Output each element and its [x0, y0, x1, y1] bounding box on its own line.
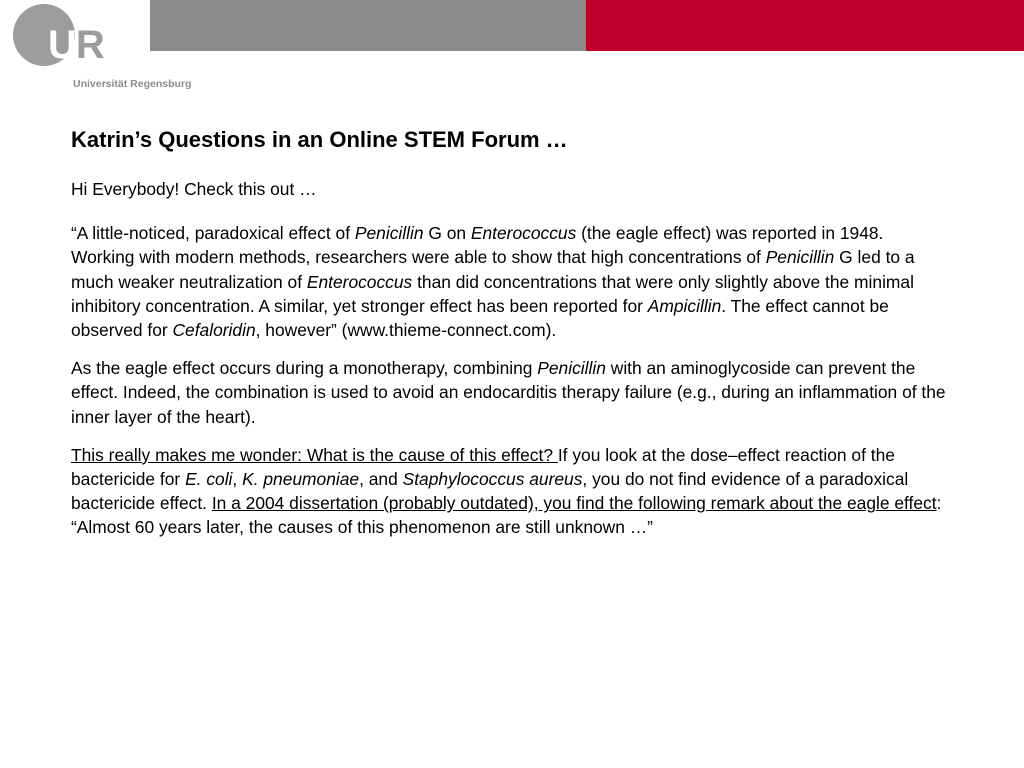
- quote-italic-term: Penicillin: [354, 223, 424, 244]
- paragraph-text: If you look at the dose–effect reaction of the bactericide for: [71, 444, 895, 490]
- underlined-question: This really makes me wonder: What is the cause of this effect?: [71, 444, 558, 465]
- slide-content: [71, 124, 951, 554]
- slide-title: Katrin’s Questions in an Online STEM Forum …: [71, 127, 568, 152]
- header-gray-bar: [150, 0, 586, 51]
- paragraph-text: : “Almost 60 years later, the causes of this phenomenon are still unknown …”: [71, 493, 942, 538]
- monotherapy-paragraph: [71, 356, 951, 429]
- quote-italic-term: Penicillin: [765, 247, 835, 268]
- paragraph-italic-term: K. pneumoniae: [242, 469, 360, 490]
- paragraph-italic-term: E. coli: [185, 469, 233, 490]
- question-paragraph: [71, 443, 951, 540]
- logo-letter-r: R: [75, 23, 104, 67]
- header-red-bar: [586, 0, 1024, 51]
- university-name: Universität Regensburg: [73, 78, 192, 90]
- logo-letters: [48, 25, 104, 65]
- quote-text: , however” (www.thieme-connect.com).: [255, 320, 557, 341]
- quote-italic-term: Ampicillin: [647, 295, 722, 316]
- paragraph-text: ,: [232, 469, 243, 490]
- quote-text: “A little-noticed, paradoxical effect of: [71, 223, 355, 244]
- quote-italic-term: Cefaloridin: [172, 320, 256, 341]
- logo-letter-u: U: [48, 23, 76, 67]
- paragraph-text: , and: [359, 469, 403, 490]
- quote-text: than did concentrations that were only slightly above the minimal inhibitory concentration. A similar, yet stronger effect has been reported for: [71, 271, 914, 316]
- paragraph-italic-term: Penicillin: [537, 358, 606, 379]
- paragraph-text: with an aminoglycoside can prevent the effect. Indeed, the combination is used to avoid an endocarditis therapy failure (e.g., during an inflammation of the inner layer of the heart).: [71, 358, 946, 427]
- paragraph-text: As the eagle effect occurs during a monotherapy, combining: [71, 358, 538, 379]
- paragraph-italic-term: Staphylococcus aureus: [402, 469, 583, 490]
- quote-text: (the eagle effect) was reported in 1948. Working with modern methods, researchers were able to show that high concentrations of: [71, 223, 884, 268]
- greeting-text: Hi Everybody! Check this out …: [71, 179, 317, 199]
- quote-text: G led to a much weaker neutralization of: [71, 247, 915, 292]
- underlined-dissertation-remark: In a 2004 dissertation (probably outdated), you find the following remark about the eagle effect: [211, 493, 937, 514]
- quote-italic-term: Enterococcus: [470, 223, 577, 244]
- quote-italic-term: Enterococcus: [306, 271, 413, 292]
- quote-text: . The effect cannot be observed for: [71, 295, 889, 341]
- university-logo: [10, 4, 192, 94]
- quote-paragraph: [71, 221, 951, 342]
- paragraph-text: , you do not find evidence of a paradoxical bactericide effect.: [71, 469, 909, 514]
- quote-text: G on: [423, 223, 471, 244]
